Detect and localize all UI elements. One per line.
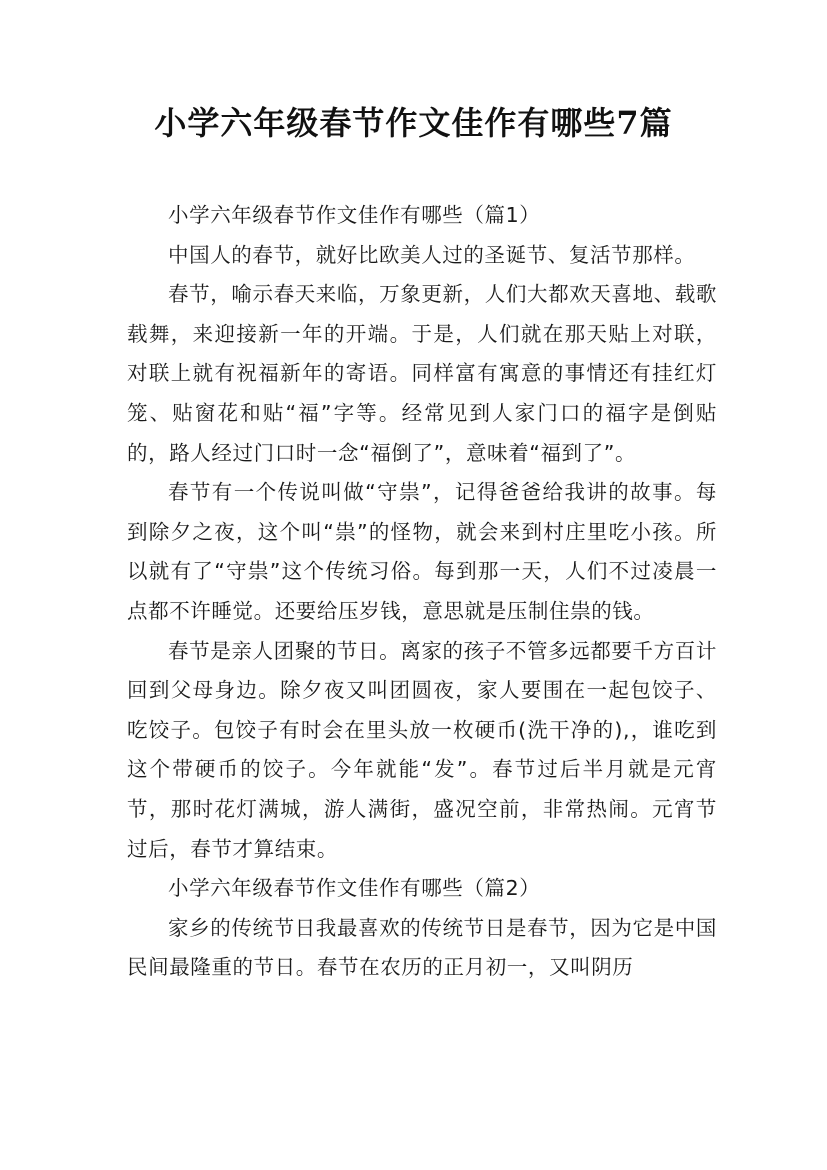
section-heading-1: 小学六年级春节作文佳作有哪些（篇1）: [168, 203, 541, 227]
document-body: [127, 196, 717, 988]
paragraph: 春节是亲人团聚的节日。离家的孩子不管多远都要千方百计回到父母身边。除夕夜又叫团圆夜，家人要围在一起包饺子、吃饺子。包饺子有时会在里头放一枚硬币(洗干净的),，谁吃到这个带硬币的饺子。今年就能“发”。春节过后半月就是元宵节，那时花灯满城，游人满街，盛况空前，非常热闹。元宵节过后，春节才算结束。: [127, 638, 717, 861]
document-title: 小学六年级春节作文佳作有哪些7篇: [154, 104, 673, 142]
paragraph: 家乡的传统节日我最喜欢的传统节日是春节，因为它是中国民间最隆重的节日。春节在农历的正月初一，又叫阴历: [127, 915, 717, 980]
paragraph: 春节有一个传说叫做“守祟”，记得爸爸给我讲的故事。每到除夕之夜，这个叫“祟”的怪物，就会来到村庄里吃小孩。所以就有了“守祟”这个传统习俗。每到那一天，人们不过凌晨一点都不许睡觉。还要给压岁钱，意思就是压制住祟的钱。: [127, 480, 717, 623]
section-heading-2: 小学六年级春节作文佳作有哪些（篇2）: [168, 876, 541, 901]
paragraph: 春节，喻示春天来临，万象更新，人们大都欢天喜地、载歌载舞，来迎接新一年的开端。于是，人们就在那天贴上对联，对联上就有祝福新年的寄语。同样富有寓意的事情还有挂红灯笼、贴窗花和贴“福”字等。经常见到人家门口的福字是倒贴的，路人经过门口时一念“福倒了”，意味着“福到了”。: [127, 282, 717, 465]
paragraph: 中国人的春节，就好比欧美人过的圣诞节、复活节那样。: [168, 242, 696, 267]
